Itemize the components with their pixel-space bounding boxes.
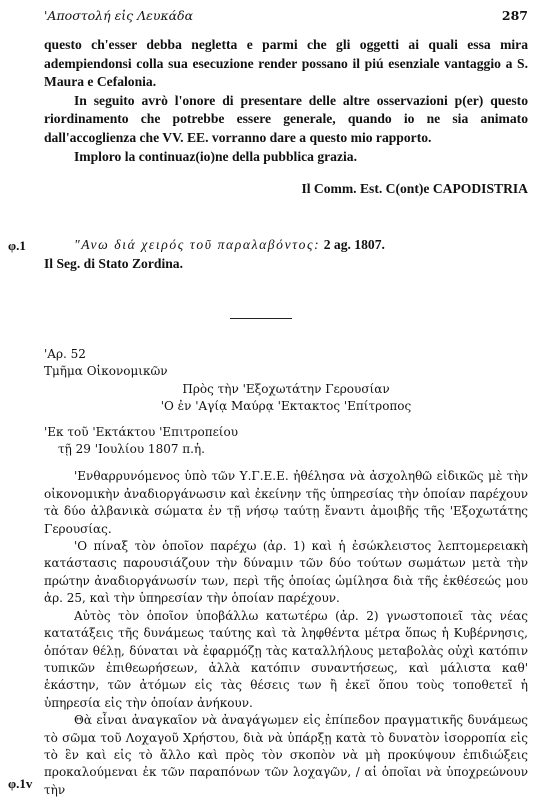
running-header <box>44 8 528 26</box>
signature: Il Comm. Est. C(ont)e CAPODISTRIA <box>301 181 528 197</box>
italian-paragraph-3: Imploro la continuaz(io)ne della pubblica grazia. <box>74 148 357 164</box>
secretary-line: Il Seg. di Stato Zordina. <box>44 255 183 271</box>
greek-paragraph-3: Αὐτὸς τὸν ὁποῖον ὑποβάλλω κατωτέρω (ἀρ. 2) γνωστοποιεῖ τὰς νέας κατατάξεις τῆς δυνάμεως ταύτης καὶ τὰ ληφθέντα μέτρα ὅπως ἡ Κυβέρνησις, ὁπόταν θέλῃ, δύναται νὰ ἐφαρμόζῃ τὰς καταλλήλους μεταβολὰς οὐχὶ κατόπιν τυπικῶν ἐπιθεωρήσεων, ἀλλὰ κατόπιν συναντήσεως, καὶ μάλιστα καθ' ἑκάστην, τῶν ἀτόμων εἰς τὰς θέσεις των ἢ ἐκεῖ ὅπου τοὺς τοποθετεῖ ἡ ὑπηρεσία εἰς τὴν ὁποίαν ἀνήκουν. <box>44 608 528 710</box>
greek-paragraph-4: Θὰ εἶναι ἀναγκαῖον νὰ ἀναγάγωμεν εἰς ἐπίπεδον πραγματικῆς δυνάμεως τὸ σῶμα τοῦ Λοχαγοῦ Χρήστου, διὰ νὰ ὑπάρξῃ κατὰ τὸ δυνατὸν ἰσορροπία εἰς τὸ ἓν καὶ εἰς τὸ ἄλλο καὶ πρὸς τὸν σκοπὸν νὰ μὴ προκύψουν ἐπιδιώξεις προκαλούμεναι ἐκ τῶν παραπόνων τῶν λοχαγῶν, / αἱ ὁποῖαι νὰ ὑποχρεώνουν τὴν <box>44 713 528 797</box>
margin-reference-f1v: φ.1v <box>8 776 33 791</box>
greek-document <box>44 346 528 799</box>
sender-line-1: 'Εκ τοῦ 'Εκτάκτου 'Επιτροπείου <box>44 424 239 439</box>
department: Τμῆμα Οἰκονομικῶν <box>44 364 168 379</box>
greek-paragraph-1: 'Ενθαρρυνόμενος ὑπὸ τῶν Υ.Γ.Ε.Ε. ἠθέλησα νὰ ἀσχοληθῶ εἰδικῶς μὲ τὴν οἰκονομικὴν ἀναδιοργάνωσιν καὶ ἐκείνην τῆς ὑπηρεσίας τὴν ὁποίαν παρέχουν τὰ δύο ἀλβανικὰ σώματα ἐν τῇ νήσῳ ταύτῃ ἔναντι ἀμοιβῆς τῆς 'Εξοχωτάτης Γερουσίας. <box>44 469 528 536</box>
margin-reference-f1: φ.1 <box>8 238 26 253</box>
page-number: 287 <box>501 8 528 23</box>
running-title: 'Αποστολή εἰς Λευκάδα <box>44 8 194 23</box>
endorsement-greek: "Ανω διά χειρός τοῦ παραλαβόντος: <box>74 237 321 252</box>
greek-paragraph-2: 'Ο πίναξ τὸν ὁποῖον παρέχω (ἀρ. 1) καὶ ἡ ἐσώκλειστος λεπτομερειακὴ κατάστασις παρουσιάζουν τὴν δύναμιν τῶν δύο τούτων σωμάτων μετὰ τὴν πρώτην ἀναδιοργάνωσίν των, περὶ τῆς ὁποίας ὡμίλησα διὰ τῆς ἐκθέσεώς μου ἀρ. 25, καὶ τὴν ὑπηρεσίαν τὴν ὁποίαν παρέχουν. <box>44 539 528 606</box>
italian-letter <box>44 36 528 199</box>
italian-paragraph-2: In seguito avrò l'onore di presentare delle altre osservazioni p(er) questo riordinamento che potrebbe essere generale, quando io ne sia animato dall'accoglienza che VV. EE. vorranno dare a questo mio rapporto. <box>44 92 528 145</box>
endorsement-date: 2 ag. 1807. <box>323 237 385 252</box>
section-divider <box>230 318 292 319</box>
document-number: 'Αρ. 52 <box>44 347 86 361</box>
endorsement <box>44 236 528 273</box>
recipient-line-2: 'Ο ἐν 'Αγίᾳ Μαύρᾳ 'Εκτακτος 'Επίτροπος <box>160 399 412 414</box>
italian-paragraph-1: questo ch'esser debba negletta e parmi che gli oggetti ai quali essa mira adempiendonsi colla sua esecuzione render possano il piú esenziale vantaggio a S. Maura e Cefalonia. <box>44 37 528 90</box>
recipient-line-1: Πρὸς τὴν 'Εξοχωτάτην Γερουσίαν <box>182 381 390 396</box>
sender-line-2: τῇ 29 'Ιουλίου 1807 π.ἡ. <box>58 442 205 457</box>
